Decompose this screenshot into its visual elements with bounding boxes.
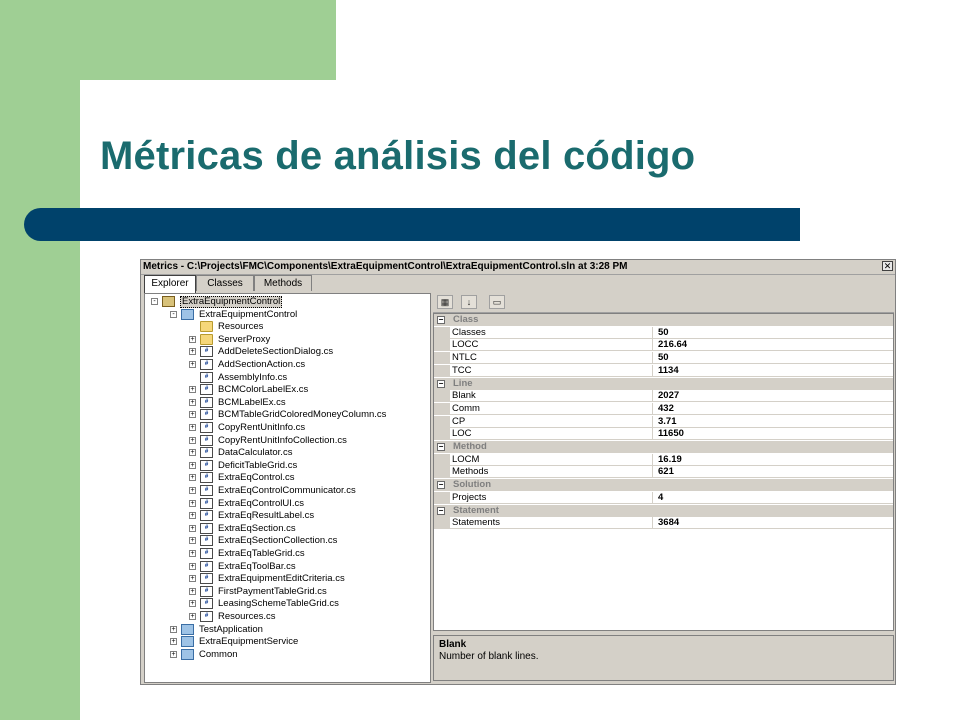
property-row[interactable]: [434, 428, 893, 440]
property-value: 621: [658, 466, 674, 478]
folder-icon: [200, 334, 213, 345]
expand-icon[interactable]: +: [171, 638, 176, 646]
description-text: Number of blank lines.: [439, 651, 539, 662]
metrics-panel: [433, 293, 894, 683]
property-value: 50: [658, 326, 669, 338]
tree-item-label: ExtraEqControlUI.cs: [218, 497, 305, 509]
property-name: Methods: [452, 466, 653, 477]
row-gutter: [434, 403, 450, 415]
row-gutter: [434, 492, 450, 504]
property-value: 4: [658, 491, 664, 503]
property-row[interactable]: [434, 327, 893, 339]
category-label: Line: [453, 377, 473, 389]
row-gutter: [434, 517, 450, 529]
tree-item[interactable]: [145, 409, 430, 421]
folder-icon: [200, 321, 213, 332]
tree-item-label: BCMTableGridColoredMoneyColumn.cs: [218, 409, 387, 421]
category-label: Solution: [453, 479, 491, 491]
solution-icon: [162, 296, 175, 307]
tree-item-label: ServerProxy: [218, 333, 271, 345]
expand-icon[interactable]: +: [190, 449, 195, 457]
tree-item[interactable]: [145, 321, 430, 333]
expand-icon[interactable]: +: [190, 474, 195, 482]
tree-item-label: TestApplication: [199, 623, 263, 635]
tree-item-label: DeficitTableGrid.cs: [218, 459, 298, 471]
property-category[interactable]: [434, 479, 893, 491]
row-gutter: [434, 327, 450, 339]
expand-icon[interactable]: +: [190, 524, 195, 532]
cs-file-icon: #: [200, 598, 213, 609]
tree-item-label: DataCalculator.cs: [218, 447, 293, 459]
expand-icon[interactable]: +: [190, 411, 195, 419]
slide-title-underline: [24, 208, 800, 241]
property-name: Classes: [452, 327, 653, 338]
property-row[interactable]: [434, 352, 893, 364]
tree-item-label: CopyRentUnitInfoCollection.cs: [218, 434, 347, 446]
tree-item[interactable]: [145, 447, 430, 459]
window-title: Metrics - C:\Projects\FMC\Components\ExtraEquipmentControl\ExtraEquipmentControl.sln at 3:28 PM: [143, 261, 628, 272]
project-icon: [181, 309, 194, 320]
row-gutter: [434, 454, 450, 466]
tree-item-label: ExtraEquipmentEditCriteria.cs: [218, 573, 345, 585]
property-name: TCC: [452, 365, 653, 376]
tree-item[interactable]: [145, 573, 430, 585]
tree-item[interactable]: [145, 548, 430, 560]
tree-item[interactable]: [145, 359, 430, 371]
collapse-icon[interactable]: -: [151, 298, 158, 305]
property-value: 216.64: [658, 339, 688, 351]
tree-item[interactable]: [145, 309, 430, 321]
tree-item[interactable]: [145, 498, 430, 510]
tree-item[interactable]: [145, 346, 430, 358]
expand-icon[interactable]: +: [190, 499, 195, 507]
cs-file-icon: #: [200, 472, 213, 483]
tree-item-label: ExtraEquipmentService: [199, 636, 299, 648]
row-gutter: [434, 428, 450, 440]
property-row[interactable]: [434, 466, 893, 478]
property-value: 432: [658, 402, 674, 414]
cs-file-icon: #: [200, 523, 213, 534]
property-name: Comm: [452, 403, 653, 414]
property-row[interactable]: [434, 390, 893, 402]
property-name: Statements: [452, 517, 653, 528]
tree-item[interactable]: [145, 598, 430, 610]
row-gutter: [434, 390, 450, 402]
tree-item-label: Common: [199, 648, 238, 660]
expand-icon[interactable]: +: [190, 461, 195, 469]
property-value: 11650: [658, 428, 684, 440]
property-name: LOC: [452, 428, 653, 439]
property-row[interactable]: [434, 339, 893, 351]
property-category[interactable]: [434, 314, 893, 326]
tree-item[interactable]: [145, 510, 430, 522]
cs-file-icon: #: [200, 346, 213, 357]
property-row[interactable]: [434, 454, 893, 466]
cs-file-icon: #: [200, 510, 213, 521]
property-row[interactable]: [434, 416, 893, 428]
tree-item[interactable]: [145, 460, 430, 472]
property-value: 2027: [658, 390, 680, 402]
row-gutter: [434, 365, 450, 377]
cs-file-icon: #: [200, 435, 213, 446]
property-category[interactable]: [434, 441, 893, 453]
expand-icon[interactable]: +: [171, 625, 176, 633]
cs-file-icon: #: [200, 548, 213, 559]
collapse-icon[interactable]: −: [438, 378, 444, 388]
tree-item-label: ExtraEqResultLabel.cs: [218, 510, 315, 522]
expand-icon[interactable]: +: [190, 562, 195, 570]
tree-item-label: AddDeleteSectionDialog.cs: [218, 346, 334, 358]
expand-icon[interactable]: +: [190, 398, 195, 406]
property-pages-button[interactable]: ▭: [489, 295, 505, 309]
project-icon: [181, 624, 194, 635]
cs-file-icon: #: [200, 561, 213, 572]
description-panel: [433, 635, 894, 681]
property-name: LOCC: [452, 339, 653, 350]
expand-icon[interactable]: +: [190, 487, 195, 494]
tree-item-label: ExtraEquipmentControl: [199, 308, 298, 320]
tree-item-label: ExtraEqTableGrid.cs: [218, 548, 305, 559]
tree-item[interactable]: [145, 397, 430, 409]
expand-icon[interactable]: +: [190, 361, 195, 368]
expand-icon[interactable]: +: [190, 424, 195, 431]
property-name: Projects: [452, 492, 653, 503]
expand-icon[interactable]: +: [190, 335, 195, 343]
row-gutter: [434, 416, 450, 428]
tree-item[interactable]: [145, 561, 430, 573]
property-row[interactable]: [434, 403, 893, 415]
expand-icon[interactable]: +: [190, 537, 195, 545]
tree-item[interactable]: [145, 384, 430, 396]
collapse-icon[interactable]: −: [438, 505, 444, 515]
cs-file-icon: #: [200, 422, 213, 433]
expand-icon[interactable]: +: [190, 575, 195, 583]
property-category[interactable]: [434, 378, 893, 390]
tree-item-label: ExtraEqSectionCollection.cs: [218, 535, 338, 547]
expand-icon[interactable]: +: [190, 436, 195, 444]
tree-item[interactable]: [145, 535, 430, 547]
tab-classes[interactable]: Classes: [196, 275, 254, 291]
tree-item[interactable]: [145, 472, 430, 484]
tree-item-label: FirstPaymentTableGrid.cs: [218, 585, 327, 597]
expand-icon[interactable]: +: [190, 600, 195, 608]
collapse-icon[interactable]: -: [170, 311, 177, 318]
property-value: 1134: [658, 364, 679, 376]
collapse-icon[interactable]: −: [438, 315, 444, 324]
tab-methods[interactable]: Methods: [254, 275, 312, 291]
collapse-icon[interactable]: −: [438, 442, 444, 451]
cs-file-icon: #: [200, 460, 213, 471]
property-value: 3684: [658, 517, 680, 529]
cs-file-icon: #: [200, 372, 213, 383]
property-row[interactable]: [434, 492, 893, 504]
category-label: Method: [453, 441, 487, 452]
cs-file-icon: #: [200, 586, 213, 597]
slide-accent-top: [0, 0, 336, 80]
tree-item-label: ExtraEqControlCommunicator.cs: [218, 485, 356, 496]
tree-item-label: ExtraEquipmentControl: [182, 296, 281, 307]
property-value: 50: [658, 352, 669, 364]
tree-item[interactable]: [145, 334, 430, 346]
cs-file-icon: #: [200, 447, 213, 458]
tree-item-label: ExtraEqControl.cs: [218, 472, 295, 484]
tree-item-label: ExtraEqToolBar.cs: [218, 560, 296, 572]
tree-item[interactable]: [145, 485, 430, 497]
sort-alphabetical-button[interactable]: ↓: [461, 295, 477, 309]
tree-item-label: ExtraEqSection.cs: [218, 522, 296, 534]
cs-file-icon: #: [200, 535, 213, 546]
close-icon[interactable]: ✕: [883, 261, 892, 271]
property-grid[interactable]: [433, 313, 894, 631]
expand-icon[interactable]: +: [171, 650, 176, 658]
explorer-tree[interactable]: [144, 293, 431, 683]
cs-file-icon: #: [200, 397, 213, 408]
tree-item-label: Resources: [218, 321, 264, 333]
expand-icon[interactable]: +: [190, 512, 195, 520]
tab-explorer[interactable]: Explorer: [144, 275, 196, 293]
tree-item[interactable]: [145, 586, 430, 598]
categorized-view-button[interactable]: ▦: [437, 295, 453, 309]
property-name: Blank: [452, 390, 653, 401]
tree-item[interactable]: [145, 649, 430, 661]
property-toolbar: [433, 293, 894, 313]
tree-item[interactable]: [145, 611, 430, 623]
tree-item[interactable]: [145, 422, 430, 434]
cs-file-icon: #: [200, 573, 213, 584]
tree-item[interactable]: [145, 372, 430, 384]
expand-icon[interactable]: +: [190, 613, 195, 620]
tree-item[interactable]: [145, 523, 430, 535]
cs-file-icon: #: [200, 485, 213, 496]
row-gutter: [434, 466, 450, 478]
tree-item-label: LeasingSchemeTableGrid.cs: [218, 598, 339, 610]
project-icon: [181, 636, 194, 647]
row-gutter: [434, 352, 450, 364]
tree-item-label: BCMLabelEx.cs: [218, 396, 286, 408]
cs-file-icon: #: [200, 359, 213, 370]
metrics-window: [140, 259, 896, 685]
tree-item-label: AssemblyInfo.cs: [218, 371, 288, 383]
tree-item[interactable]: [145, 435, 430, 447]
cs-file-icon: #: [200, 611, 213, 622]
category-label: Statement: [453, 504, 499, 516]
tree-item-label: AddSectionAction.cs: [218, 359, 306, 370]
property-name: LOCM: [452, 454, 653, 465]
expand-icon[interactable]: +: [190, 386, 195, 394]
expand-icon[interactable]: +: [190, 587, 195, 595]
cs-file-icon: #: [200, 409, 213, 420]
property-value: 3.71: [658, 415, 677, 427]
property-row[interactable]: [434, 365, 893, 377]
property-row[interactable]: [434, 517, 893, 529]
tree-item-label: BCMColorLabelEx.cs: [218, 384, 309, 396]
tree-item[interactable]: [145, 636, 430, 648]
tree-item[interactable]: [145, 624, 430, 636]
project-icon: [181, 649, 194, 660]
property-name: NTLC: [452, 352, 653, 363]
collapse-icon[interactable]: −: [438, 480, 444, 490]
expand-icon[interactable]: +: [190, 550, 195, 557]
window-titlebar: [141, 260, 895, 275]
category-label: Class: [453, 314, 479, 325]
slide-title: Métricas de análisis del código: [100, 134, 696, 178]
tree-item[interactable]: [145, 296, 430, 308]
row-gutter: [434, 339, 450, 351]
description-title: Blank: [439, 639, 467, 650]
property-value: 16.19: [658, 453, 682, 465]
property-name: CP: [452, 416, 653, 427]
slide-accent-left: [0, 80, 80, 720]
expand-icon[interactable]: +: [190, 348, 195, 356]
tree-item-label: CopyRentUnitInfo.cs: [218, 422, 306, 433]
cs-file-icon: #: [200, 384, 213, 395]
property-category[interactable]: [434, 505, 893, 517]
tree-item-label: Resources.cs: [218, 611, 276, 622]
cs-file-icon: #: [200, 498, 213, 509]
